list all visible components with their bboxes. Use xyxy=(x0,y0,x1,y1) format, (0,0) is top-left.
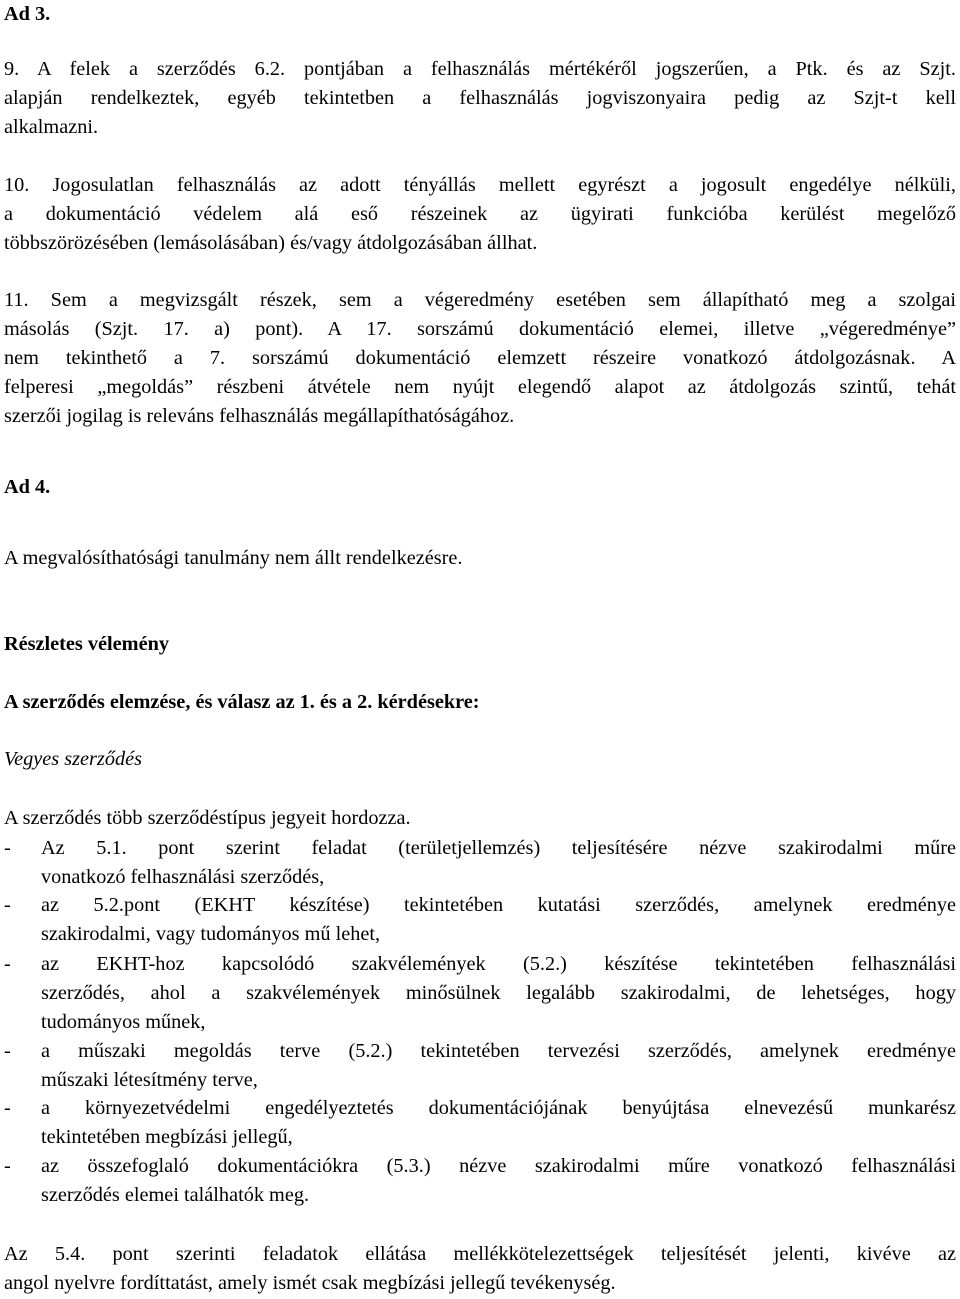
list-dash: - xyxy=(4,1097,11,1119)
heading-detailed-opinion: Részletes vélemény xyxy=(4,633,169,655)
paragraph-mixed-intro: A szerződés több szerződéstípus jegyeit hordozza. xyxy=(4,807,411,829)
list-dash: - xyxy=(4,894,11,916)
heading-ad-4: Ad 4. xyxy=(4,476,51,498)
list-dash: - xyxy=(4,1040,11,1062)
list-dash: - xyxy=(4,1155,11,1177)
paragraph-9: 9. A felek a szerződés 6.2. pontjában a felhasználás mértékéről jogszerűen, a Ptk. és az Szjt. alapján rendelkeztek, egyéb tekintetben a felhasználás jogviszonyaira pedig az Szjt-t kell alkalmazni. xyxy=(4,58,956,138)
list-dash: - xyxy=(4,837,11,859)
heading-mixed-contract: Vegyes szerződés xyxy=(4,748,142,770)
paragraph-10: 10. Jogosulatlan felhasználás az adott tényállás mellett egyrészt a jogosult engedélye nélküli, a dokumentáció védelem alá eső részeinek az ügyirati funkcióba kerülést megelőző többszörözésében (lemásolásában) és/vagy átdolgozásában állhat. xyxy=(4,174,956,254)
paragraph-final: Az 5.4. pont szerinti feladatok ellátása mellékkötelezettségek teljesítését jelenti, kivéve az angol nyelvre fordíttatást, amely ismét csak megbízási jellegű tevékenység. xyxy=(4,1243,956,1294)
paragraph-ad-4: A megvalósíthatósági tanulmány nem állt rendelkezésre. xyxy=(4,547,463,569)
paragraph-11: 11. Sem a megvizsgált részek, sem a végeredmény esetében sem állapítható meg a szolgai másolás (Szjt. 17. a) pont). A 17. sorszámú dokumentáció elemei, illetve „végeredménye” nem tekinthető a 7. sorszámú dokumentáció elemzett részeire vonatkozó átdolgozásnak. A felperesi „megoldás” részbeni átvétele nem nyújt elegendő alapot az átdolgozás szintű, tehát szerzői jogilag is releváns felhasználás megállapíthatóságához. xyxy=(4,289,956,427)
list-dash: - xyxy=(4,953,11,975)
heading-ad-3: Ad 3. xyxy=(4,3,51,25)
heading-contract-analysis: A szerződés elemzése, és válasz az 1. és a 2. kérdésekre: xyxy=(4,691,480,713)
